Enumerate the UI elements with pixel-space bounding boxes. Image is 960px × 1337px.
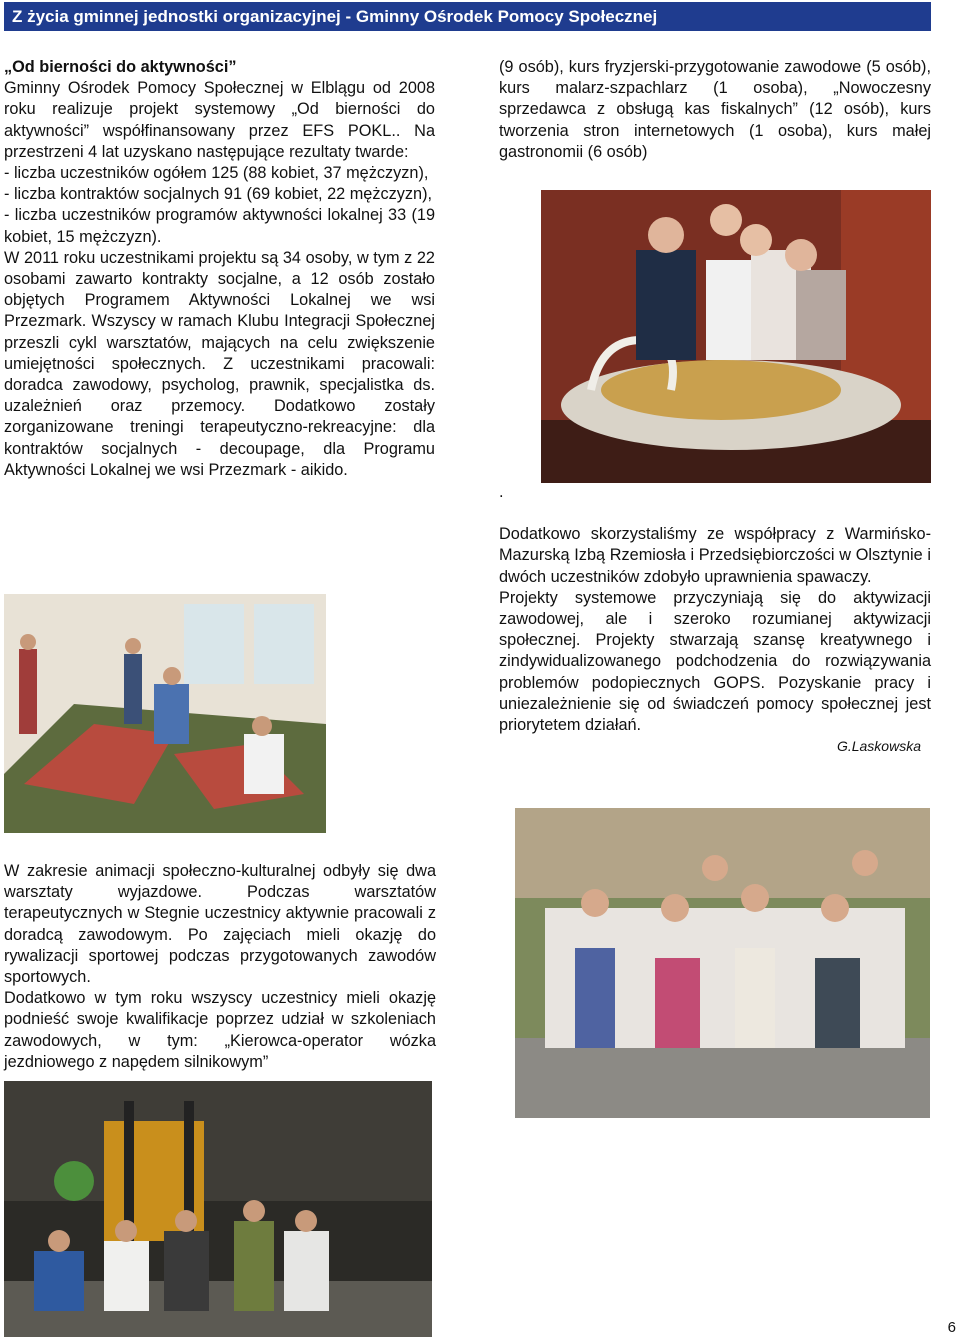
article-heading: „Od bierności do aktywności” [4,58,237,76]
page-number: 6 [947,1319,956,1336]
article-column-right-top [499,57,931,163]
systemic-projects-paragraph: Projekty systemowe przyczyniają się do aktywizacji zawodowej, ale i szeroko rozumianej aktywizacji społecznej. Projekty stwarzają szansę kreatywnego i zindywidualizowanego podchodzenia do rozwiązywania problemów podopiecznych GOPS. Pozyskanie pracy i uniezależnienie się od świadczeń pomocy społecznej jest priorytetem działań. [499,588,931,735]
group-photo-graphic [515,808,930,1118]
article-column-left-bottom [4,861,436,1073]
training-paragraph: Dodatkowo w tym roku wszyscy uczestnicy mieli okazję podnieść swoje kwalifikacje poprzez udział w szkoleniach zawodowych, w tym: „Kierowca-operator wózka jezdniowego z napędem silnikowym” [4,989,436,1071]
article-column-right [499,482,931,757]
result-local-programs: - liczba uczestników programów aktywności lokalnej 33 (19 kobiet, 15 mężczyzn). [4,206,435,246]
paragraph-2011: W 2011 roku uczestnikami projektu są 34 osoby, w tym z 22 osobami zawarto kontrakty socjalne, a 12 osób zostało objętych Programem Aktywności Lokalnej we wsi Przezmark. Wszyscy w ramach Klubu Integracji Społecznej przeszli cykl warsztatów, mających na celu zwiększenie umiejętności społecznych. Z uczestnikami pracowali: doradca zawodowy, psycholog, prawnik, specjalistka ds. uzależnień oraz przemocy. Dodatkowo zostały zorganizowane treningi terapeutyczno-rekreacyjne: dla kontraktów socjalnych - decoupage, dla Programu Aktywności Lokalnej we wsi Przezmark - aikido. [4,248,435,479]
courses-paragraph: (9 osób), kurs fryzjerski-przygotowanie zawodowe (5 osób), kurs malarz-szpachlarz (1 osoba), „Nowoczesny sprzedawca z obsługą kas fiskalnych” (12 osób), kurs tworzenia stron internetowych (1 osoba), kurs małej gastronomii (6 osób) [499,58,931,161]
catering-photo-graphic [541,190,931,483]
result-contracts: - liczba kontraktów socjalnych 91 (69 kobiet, 22 mężczyzn), [4,185,433,204]
aikido-photo-graphic [4,594,326,833]
photo-forklift [4,1081,432,1337]
dot-marker: . [499,483,504,501]
workshops-paragraph: W zakresie animacji społeczno-kulturalnej odbyły się dwa warsztaty wyjazdowe. Podczas warsztatów terapeutycznych w Stegnie uczestnicy aktywnie pracowali z doradcą zawodowym. Po zajęciach mieli okazję do rywalizacji sportowej podczas przygotowanych zawodów sportowych. [4,862,436,987]
intro-paragraph: Gminny Ośrodek Pomocy Społecznej w Elblągu od 2008 roku realizuje projekt systemowy „Od bierności do aktywności” współfinansowany przez EFS POKL.. Na przestrzeni 4 lat uzyskano następujące rezultaty twarde: [4,79,435,161]
photo-catering [541,190,931,483]
cooperation-paragraph: Dodatkowo skorzystaliśmy ze współpracy z Warmińsko-Mazurską Izbą Rzemiosła i Przedsiębiorczości w Olsztynie i dwóch uczestników zdobyło uprawnienia spawaczy. [499,525,931,586]
result-participants: - liczba uczestników ogółem 125 (88 kobiet, 37 mężczyzn), [4,164,429,183]
section-title: Z życia gminnej jednostki organizacyjnej - Gminny Ośrodek Pomocy Społecznej [12,7,658,26]
forklift-photo-graphic [4,1081,432,1337]
photo-group [515,808,930,1118]
section-header [4,2,931,31]
author-signature: G.Laskowska [836,738,921,755]
photo-aikido [4,594,326,833]
article-column-left [4,57,435,481]
